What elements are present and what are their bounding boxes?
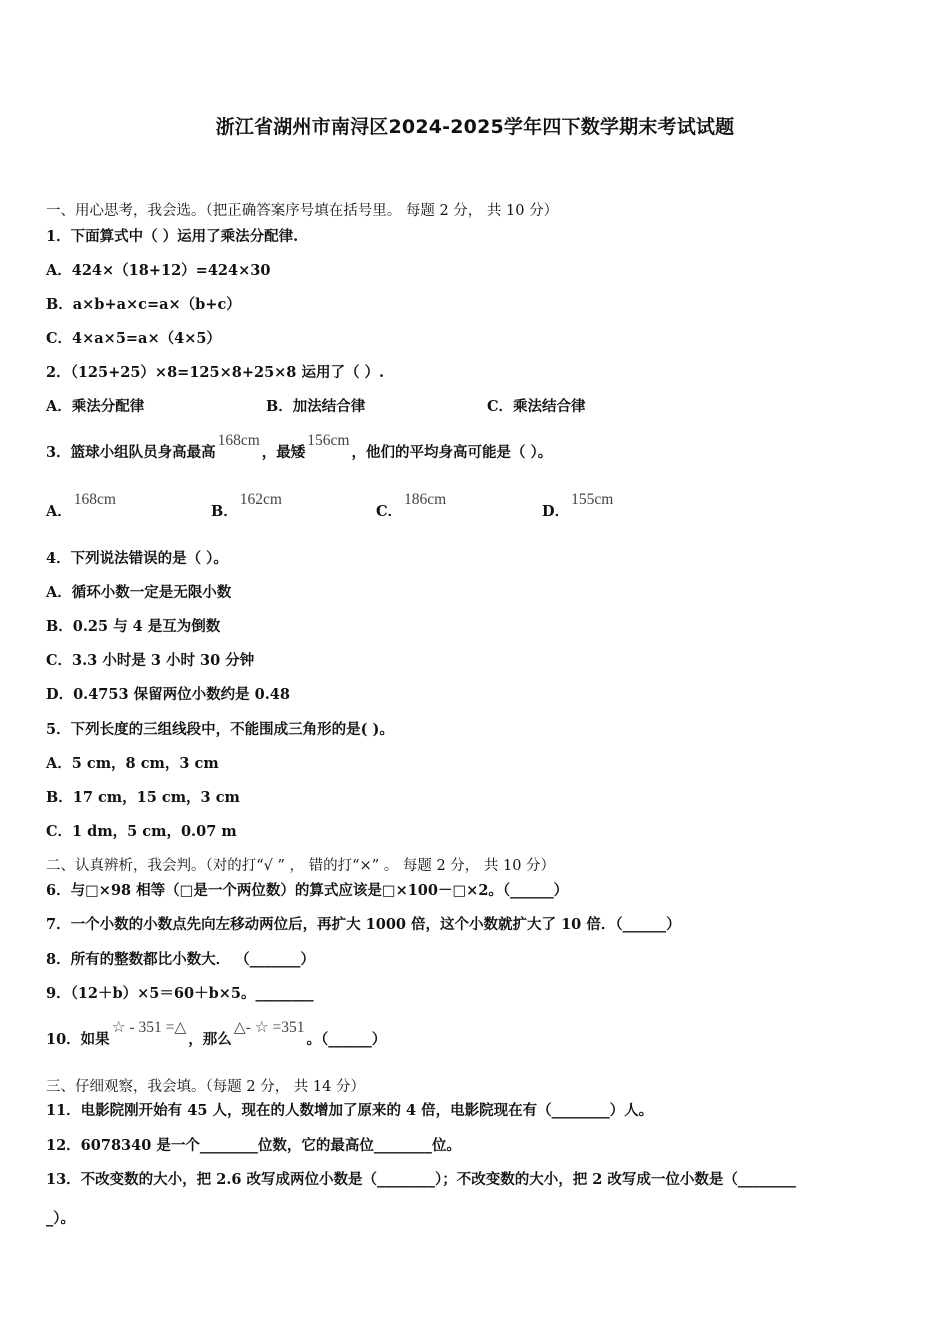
question-11: 11．电影院刚开始有 45 人，现在的人数增加了原来的 4 倍，电影院现在有（________）人。 <box>46 1102 654 1119</box>
question-12: 12．6078340 是一个________位数，它的最高位________位。 <box>46 1137 461 1154</box>
question-5-stem: 5．下列长度的三组线段中，不能围成三角形的是( )。 <box>46 721 394 738</box>
question-4-stem: 4．下列说法错误的是（ ）。 <box>46 550 228 567</box>
question-3-stem <box>46 432 553 463</box>
question-5-option-b: B．17 cm，15 cm，3 cm <box>46 789 240 806</box>
question-2-option-b: B．加法结合律 <box>266 398 366 415</box>
question-3-text-1: 3．篮球小组队员身高最高 <box>46 444 216 461</box>
question-3-option-a-label: A． <box>46 503 72 520</box>
question-10-expression-1: ☆ - 351 =△ <box>111 1019 187 1036</box>
question-8: 8．所有的整数都比小数大． （_______） <box>46 951 315 968</box>
question-3-max-height: 168cm <box>217 432 260 449</box>
question-13-line-2: _）。 <box>46 1210 75 1227</box>
question-3-option-a <box>46 491 118 522</box>
question-2-option-a: A．乘法分配律 <box>46 398 145 415</box>
section-3-heading: 三、仔细观察，我会填。（每题 2 分， 共 14 分） <box>46 1079 365 1095</box>
question-4-option-d: D．0.4753 保留两位小数约是 0.48 <box>46 686 290 703</box>
question-7: 7．一个小数的小数点先向左移动两位后，再扩大 1000 倍，这个小数就扩大了 10 倍．（______） <box>46 916 681 933</box>
question-3-text-3: ，他们的平均身高可能是（ ）。 <box>351 444 553 461</box>
question-9: 9．（12＋b）×5＝60＋b×5。________ <box>46 985 314 1002</box>
question-3-option-d-label: D． <box>542 503 570 520</box>
question-3-option-c-value: 186cm <box>404 491 447 508</box>
question-10 <box>46 1019 387 1050</box>
question-3-text-2: ，最矮 <box>261 444 306 461</box>
question-10-text-3: 。（______） <box>306 1031 387 1048</box>
page-title: 浙江省湖州市南浔区2024-2025学年四下数学期末考试试题 <box>215 116 735 138</box>
question-2-option-c: C．乘法结合律 <box>487 398 586 415</box>
question-3-option-a-value: 168cm <box>73 491 116 508</box>
question-10-expression-2: △- ☆ =351 <box>233 1019 305 1036</box>
question-10-text-1: 10．如果 <box>46 1031 110 1048</box>
section-1-heading: 一、用心思考，我会选。（把正确答案序号填在括号里。 每题 2 分， 共 10 分） <box>46 203 559 219</box>
question-13-line-1: 13．不改变数的大小，把 2.6 改写成两位小数是（________）；不改变数的大小，把 2 改写成一位小数是（________ <box>46 1171 796 1188</box>
question-3-min-height: 156cm <box>307 432 350 449</box>
question-3-option-c-label: C． <box>376 503 403 520</box>
question-1-option-a: A．424×（18+12）=424×30 <box>46 262 271 279</box>
question-3-option-b-value: 162cm <box>239 491 282 508</box>
question-4-option-c: C．3.3 小时是 3 小时 30 分钟 <box>46 652 255 669</box>
question-3-option-d-value: 155cm <box>571 491 614 508</box>
question-3-option-d <box>542 491 615 522</box>
question-3-option-c <box>376 491 448 522</box>
question-5-option-c: C．1 dm，5 cm，0.07 m <box>46 823 237 840</box>
section-2-heading: 二、认真辨析，我会判。（对的打“√ ” ， 错的打“×” 。 每题 2 分， 共 10 分） <box>46 858 556 874</box>
question-1-option-b: B．a×b+a×c=a×（b+c） <box>46 296 241 313</box>
question-1-stem: 1．下面算式中（ ）运用了乘法分配律. <box>46 228 299 245</box>
question-3-option-b <box>211 491 284 522</box>
question-10-text-2: ，那么 <box>188 1031 232 1048</box>
question-1-option-c: C．4×a×5=a×（4×5） <box>46 330 221 347</box>
question-3-option-b-label: B． <box>211 503 238 520</box>
question-6: 6．与□×98 相等（□是一个两位数）的算式应该是□×100－□×2。（______） <box>46 882 569 899</box>
question-2-stem: 2．（125+25）×8=125×8+25×8 运用了（ ）. <box>46 364 385 381</box>
question-5-option-a: A．5 cm，8 cm，3 cm <box>46 755 219 772</box>
question-4-option-b: B．0.25 与 4 是互为倒数 <box>46 618 221 635</box>
question-4-option-a: A．循环小数一定是无限小数 <box>46 584 232 601</box>
